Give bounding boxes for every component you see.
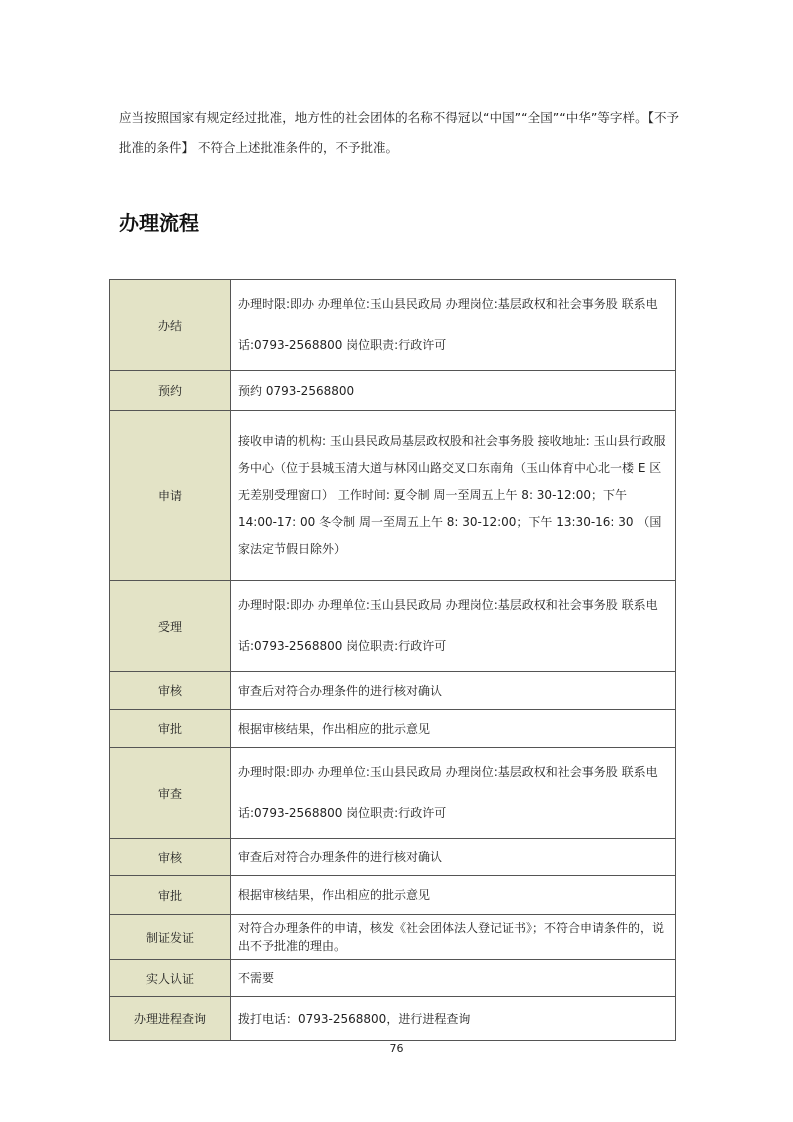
row-label: 受理: [110, 581, 231, 672]
row-value: 审查后对符合办理条件的进行核对确认: [231, 839, 676, 876]
table-row: [110, 280, 676, 371]
row-value: 接收申请的机构: 玉山县民政局基层政权股和社会事务股 接收地址: 玉山县行政服务中心（位于县城玉清大道与林冈山路交叉口东南角（玉山体育中心北一楼 E 区无差别受理窗口） 工作时间: 夏令制 周一至周五上午 8: 30-12:00；下午 14:00-17: 00 冬令制 周一至周五上午 8: 30-12:00；下午 13:30-16: 30 （国家法定节假日除外）: [231, 411, 676, 581]
table-row: [110, 915, 676, 960]
row-label: 预约: [110, 371, 231, 411]
row-value: 办理时限:即办 办理单位:玉山县民政局 办理岗位:基层政权和社会事务股 联系电话:0793-2568800 岗位职责:行政许可: [231, 748, 676, 839]
page-number: 76: [389, 1042, 404, 1055]
table-row: [110, 371, 676, 411]
table-row: [110, 581, 676, 672]
process-table: [109, 279, 676, 1041]
row-label: 审查: [110, 748, 231, 839]
row-label: 审批: [110, 876, 231, 915]
row-label: 审批: [110, 710, 231, 748]
table-row: [110, 997, 676, 1041]
row-value: 办理时限:即办 办理单位:玉山县民政局 办理岗位:基层政权和社会事务股 联系电话:0793-2568800 岗位职责:行政许可: [231, 581, 676, 672]
table-row: [110, 710, 676, 748]
section-heading: 办理流程: [119, 211, 199, 235]
row-value: 根据审核结果，作出相应的批示意见: [231, 876, 676, 915]
row-value: 审查后对符合办理条件的进行核对确认: [231, 672, 676, 710]
row-value: 预约 0793-2568800: [231, 371, 676, 411]
table-row: [110, 748, 676, 839]
table-row: [110, 839, 676, 876]
row-label: 审核: [110, 839, 231, 876]
row-value: 根据审核结果，作出相应的批示意见: [231, 710, 676, 748]
intro-paragraph: 应当按照国家有规定经过批准，地方性的社会团体的名称不得冠以“中国”“全国”“中华”等字样。【不予批准的条件】 不符合上述批准条件的，不予批准。: [119, 110, 679, 155]
table-row: [110, 672, 676, 710]
row-label: 实人认证: [110, 960, 231, 997]
row-value: 办理时限:即办 办理单位:玉山县民政局 办理岗位:基层政权和社会事务股 联系电话:0793-2568800 岗位职责:行政许可: [231, 280, 676, 371]
row-label: 审核: [110, 672, 231, 710]
row-label: 申请: [110, 411, 231, 581]
table-row: [110, 411, 676, 581]
row-label: 办理进程查询: [110, 997, 231, 1041]
row-value: 拨打电话：0793-2568800，进行进程查询: [231, 997, 676, 1041]
table-row: [110, 960, 676, 997]
row-value: 对符合办理条件的申请，核发《社会团体法人登记证书》；不符合申请条件的，说出不予批准的理由。: [231, 915, 676, 960]
row-value: 不需要: [231, 960, 676, 997]
table-row: [110, 876, 676, 915]
row-label: 制证发证: [110, 915, 231, 960]
row-label: 办结: [110, 280, 231, 371]
